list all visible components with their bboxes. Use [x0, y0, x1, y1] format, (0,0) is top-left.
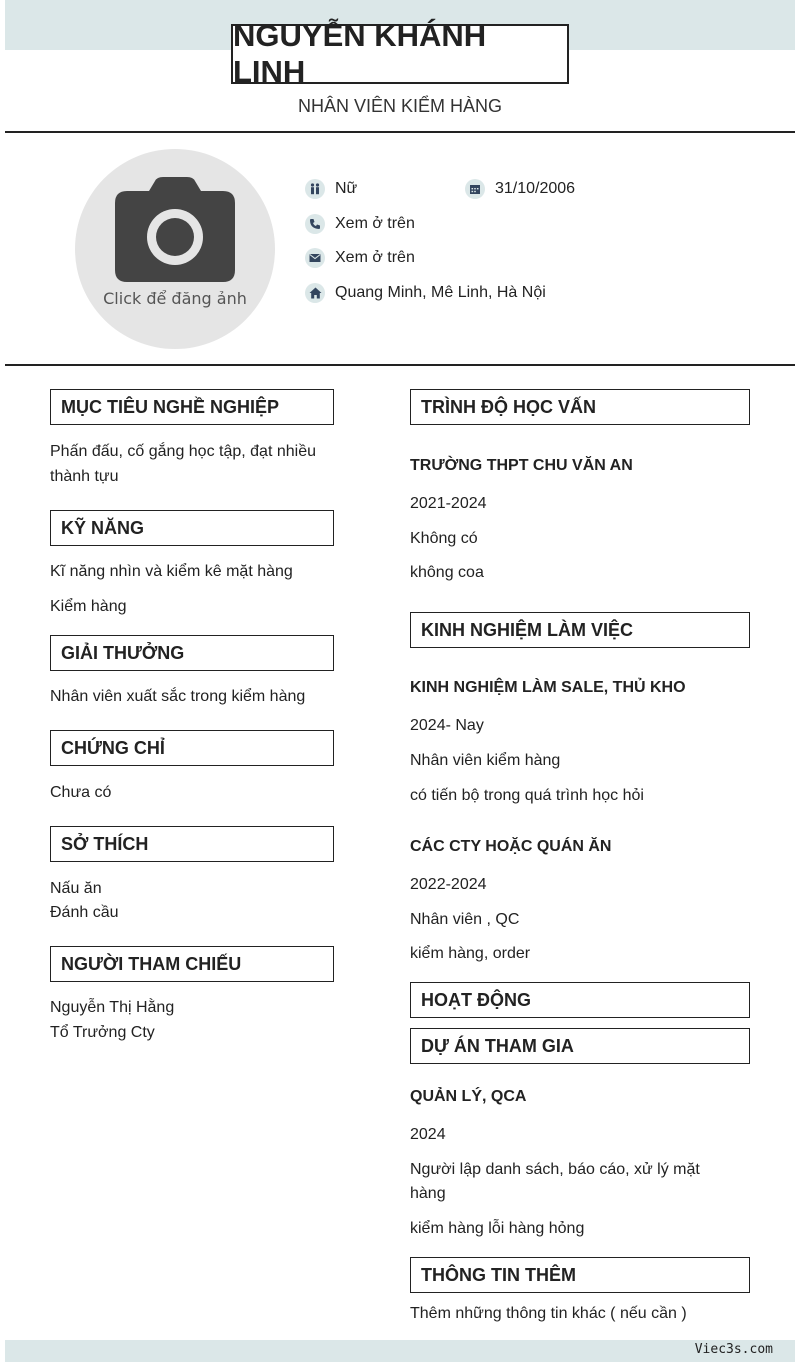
experience-role: Nhân viên , QC — [410, 911, 520, 928]
phone-icon — [305, 214, 325, 234]
additional-text: Thêm những thông tin khác ( nếu cần ) — [410, 1305, 687, 1322]
education-school: TRƯỜNG THPT CHU VĂN AN — [410, 457, 633, 474]
home-icon — [305, 283, 325, 303]
gender-icon — [305, 179, 325, 199]
project-period: 2024 — [410, 1126, 446, 1143]
section-skills-title: KỸ NĂNG — [50, 510, 334, 546]
section-activities-title: HOẠT ĐỘNG — [410, 982, 750, 1018]
address-row — [305, 283, 546, 303]
experience-role: Nhân viên kiểm hàng — [410, 752, 561, 769]
section-education-title: TRÌNH ĐỘ HỌC VẤN — [410, 389, 750, 425]
section-hobbies-title: SỞ THÍCH — [50, 826, 334, 862]
education-line: Không có — [410, 530, 478, 547]
section-experience-title: KINH NGHIỆM LÀM VIỆC — [410, 612, 750, 648]
calendar-icon — [465, 179, 485, 199]
objective-text-line2: thành tựu — [50, 468, 119, 485]
hobby-item: Nấu ăn — [50, 880, 102, 897]
photo-upload-label: Click để đăng ảnh — [103, 289, 247, 308]
project-name: QUẢN LÝ, QCA — [410, 1088, 527, 1105]
section-objective-title: MỤC TIÊU NGHỀ NGHIỆP — [50, 389, 334, 425]
dob-value: 31/10/2006 — [495, 180, 576, 197]
experience-company: KINH NGHIỆM LÀM SALE, THỦ KHO — [410, 679, 686, 696]
project-line: Người lập danh sách, báo cáo, xử lý mặt — [410, 1161, 700, 1178]
skill-item: Kĩ năng nhìn và kiểm kê mặt hàng — [50, 563, 293, 580]
reference-name: Nguyễn Thị Hằng — [50, 999, 175, 1016]
email-value: Xem ở trên — [335, 249, 415, 266]
camera-icon — [115, 177, 235, 282]
section-additional-title: THÔNG TIN THÊM — [410, 1257, 750, 1293]
education-period: 2021-2024 — [410, 495, 487, 512]
education-line: không coa — [410, 564, 484, 581]
gender-row — [305, 179, 357, 199]
email-icon — [305, 248, 325, 268]
address-value: Quang Minh, Mê Linh, Hà Nội — [335, 284, 546, 301]
gender-value: Nữ — [335, 180, 358, 197]
section-projects-title: DỰ ÁN THAM GIA — [410, 1028, 750, 1064]
reference-position: Tổ Trưởng Cty — [50, 1024, 155, 1041]
section-certificates-title: CHỨNG CHỈ — [50, 730, 334, 766]
project-line: kiểm hàng lỗi hàng hỏng — [410, 1220, 585, 1237]
experience-desc: có tiến bộ trong quá trình học hỏi — [410, 787, 644, 804]
phone-value: Xem ở trên — [335, 215, 415, 232]
skill-item: Kiểm hàng — [50, 598, 127, 615]
hobby-item: Đánh cầu — [50, 904, 119, 921]
job-title: NHÂN VIÊN KIỂM HÀNG — [297, 96, 503, 116]
header-divider — [5, 131, 795, 133]
dob-row — [465, 179, 575, 199]
full-name: NGUYỄN KHÁNH LINH — [231, 24, 569, 84]
experience-period: 2022-2024 — [410, 876, 487, 893]
bottom-band — [5, 1340, 795, 1362]
certificate-item: Chưa có — [50, 784, 112, 801]
section-awards-title: GIẢI THƯỞNG — [50, 635, 334, 671]
award-item: Nhân viên xuất sắc trong kiểm hàng — [50, 688, 306, 705]
phone-row — [305, 214, 415, 234]
footer-brand[interactable]: Viec3s.com — [694, 1342, 773, 1357]
info-divider — [5, 364, 795, 366]
experience-company: CÁC CTY HOẶC QUÁN ĂN — [410, 838, 612, 855]
project-line: hàng — [410, 1185, 446, 1202]
experience-period: 2024- Nay — [410, 717, 484, 734]
objective-text-line1: Phấn đấu, cố gắng học tập, đạt nhiều — [50, 443, 316, 460]
experience-desc: kiểm hàng, order — [410, 945, 531, 962]
email-row — [305, 248, 415, 268]
section-references-title: NGƯỜI THAM CHIẾU — [50, 946, 334, 982]
profile-photo-upload[interactable] — [75, 149, 275, 349]
